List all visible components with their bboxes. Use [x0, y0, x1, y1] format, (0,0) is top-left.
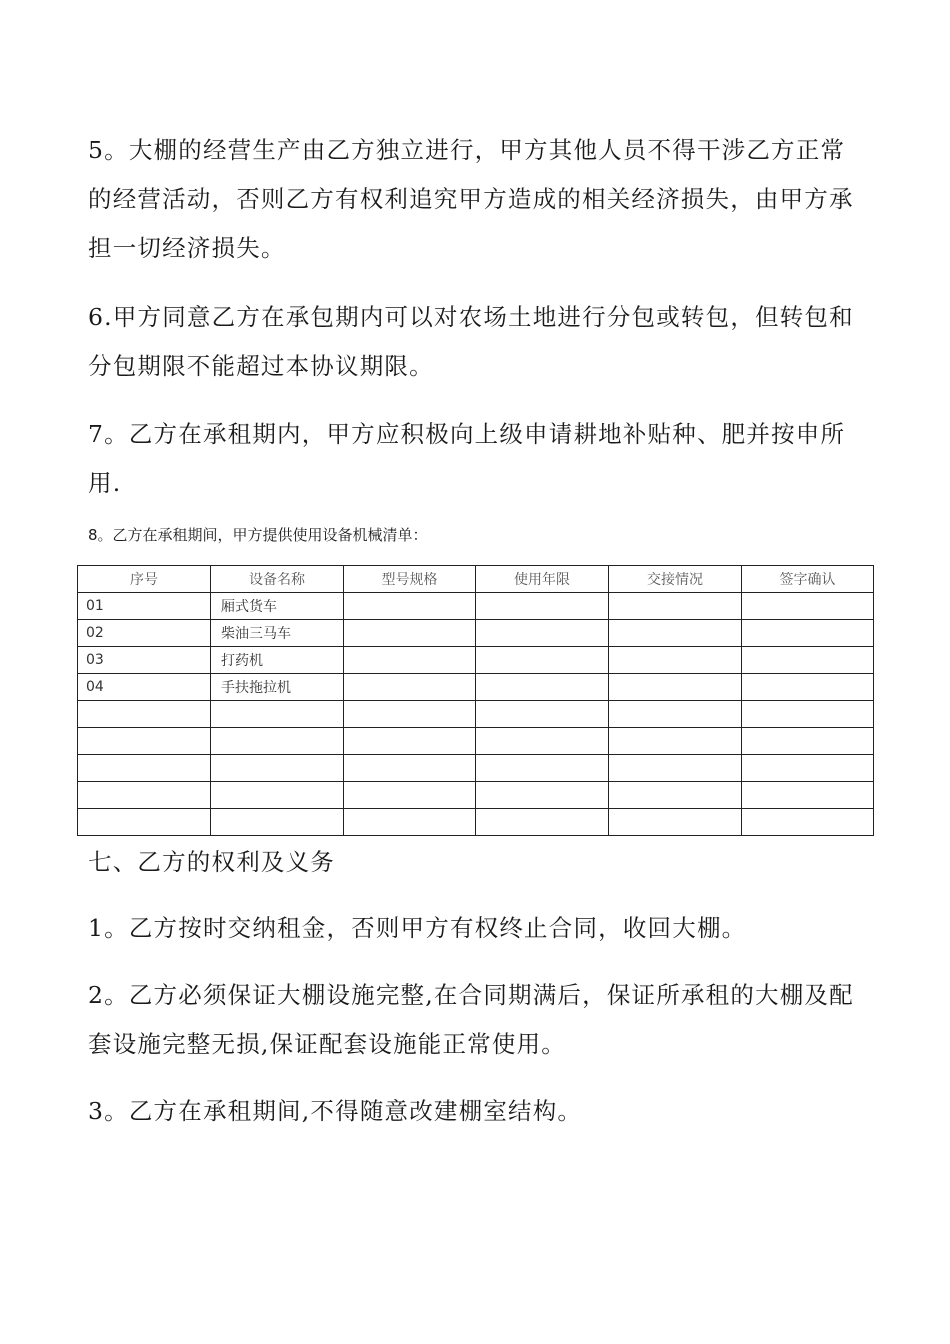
- clause-5-paragraph: 5。大棚的经营生产由乙方独立进行，甲方其他人员不得干涉乙方正常的经营活动，否则乙方有权利追究甲方造成的相关经济损失，由甲方承担一切经济损失。: [88, 136, 854, 262]
- header-cell-index: 序号: [78, 566, 211, 593]
- section-heading: 七、乙方的权利及义务: [88, 848, 335, 876]
- table-cell: [476, 755, 609, 782]
- table-cell: 01: [78, 593, 211, 620]
- table-row: [78, 728, 874, 755]
- table-cell: [476, 782, 609, 809]
- table-cell: [742, 809, 874, 836]
- table-cell: [609, 809, 742, 836]
- table-cell: [78, 701, 211, 728]
- table-cell: [476, 701, 609, 728]
- table-cell: [476, 728, 609, 755]
- header-cell-model-spec: 型号规格: [344, 566, 476, 593]
- table-cell: [344, 674, 476, 701]
- obligation-1-paragraph: 1。乙方按时交纳租金，否则甲方有权终止合同，收回大棚。: [88, 914, 747, 942]
- table-cell: [742, 701, 874, 728]
- table-cell: [344, 728, 476, 755]
- table-cell: [344, 647, 476, 674]
- table-cell: [742, 593, 874, 620]
- table-cell: 打药机: [211, 647, 344, 674]
- table-cell: [609, 647, 742, 674]
- table-row: [78, 782, 874, 809]
- table-cell: [609, 674, 742, 701]
- table-header-row: [78, 566, 874, 593]
- table-cell: [476, 674, 609, 701]
- obligation-2-paragraph: 2。乙方必须保证大棚设施完整,在合同期满后，保证所承租的大棚及配套设施完整无损,保证配套设施能正常使用。: [88, 981, 854, 1058]
- table-row: [78, 701, 874, 728]
- table-cell: [476, 593, 609, 620]
- table-row: [78, 647, 874, 674]
- table-cell: [609, 782, 742, 809]
- clause-7-paragraph: 7。乙方在承租期内，甲方应积极向上级申请耕地补贴种、肥并按申所用.: [88, 420, 846, 497]
- table-cell: [476, 809, 609, 836]
- table-row: [78, 809, 874, 836]
- obligation-3-paragraph: 3。乙方在承租期间,不得随意改建棚室结构。: [88, 1097, 583, 1125]
- table-cell: [476, 620, 609, 647]
- table-cell: [211, 701, 344, 728]
- header-cell-equipment-name: 设备名称: [211, 566, 344, 593]
- table-cell: [344, 755, 476, 782]
- table-cell: [78, 728, 211, 755]
- table-cell: [742, 674, 874, 701]
- table-cell: [211, 728, 344, 755]
- table-row: [78, 755, 874, 782]
- table-cell: [742, 755, 874, 782]
- table-cell: 厢式货车: [211, 593, 344, 620]
- table-cell: [211, 755, 344, 782]
- table-cell: [476, 647, 609, 674]
- table-cell: [609, 593, 742, 620]
- table-cell: [344, 593, 476, 620]
- clause-8-intro: 8。乙方在承租期间，甲方提供使用设备机械清单：: [88, 526, 428, 544]
- table-cell: [742, 647, 874, 674]
- table-cell: [609, 620, 742, 647]
- table-cell: 04: [78, 674, 211, 701]
- header-cell-signature: 签字确认: [742, 566, 874, 593]
- table-row: [78, 593, 874, 620]
- table-cell: [344, 809, 476, 836]
- table-cell: 02: [78, 620, 211, 647]
- table-cell: [344, 701, 476, 728]
- table-row: [78, 620, 874, 647]
- table-cell: 03: [78, 647, 211, 674]
- clause-6-paragraph: 6.甲方同意乙方在承包期内可以对农场土地进行分包或转包，但转包和分包期限不能超过本协议期限。: [88, 303, 854, 380]
- equipment-table: [77, 565, 874, 836]
- table-cell: [609, 701, 742, 728]
- table-cell: [742, 728, 874, 755]
- table-cell: [211, 809, 344, 836]
- table-cell: [78, 782, 211, 809]
- table-cell: [742, 782, 874, 809]
- table-cell: [211, 782, 344, 809]
- table-cell: [78, 755, 211, 782]
- table-cell: [344, 782, 476, 809]
- header-cell-handover-status: 交接情况: [609, 566, 742, 593]
- table-cell: 手扶拖拉机: [211, 674, 344, 701]
- table-row: [78, 674, 874, 701]
- table-cell: [742, 620, 874, 647]
- table-cell: 柴油三马车: [211, 620, 344, 647]
- table-cell: [609, 728, 742, 755]
- table-cell: [78, 809, 211, 836]
- header-cell-service-life: 使用年限: [476, 566, 609, 593]
- table-cell: [344, 620, 476, 647]
- table-cell: [609, 755, 742, 782]
- table-body: [78, 593, 874, 836]
